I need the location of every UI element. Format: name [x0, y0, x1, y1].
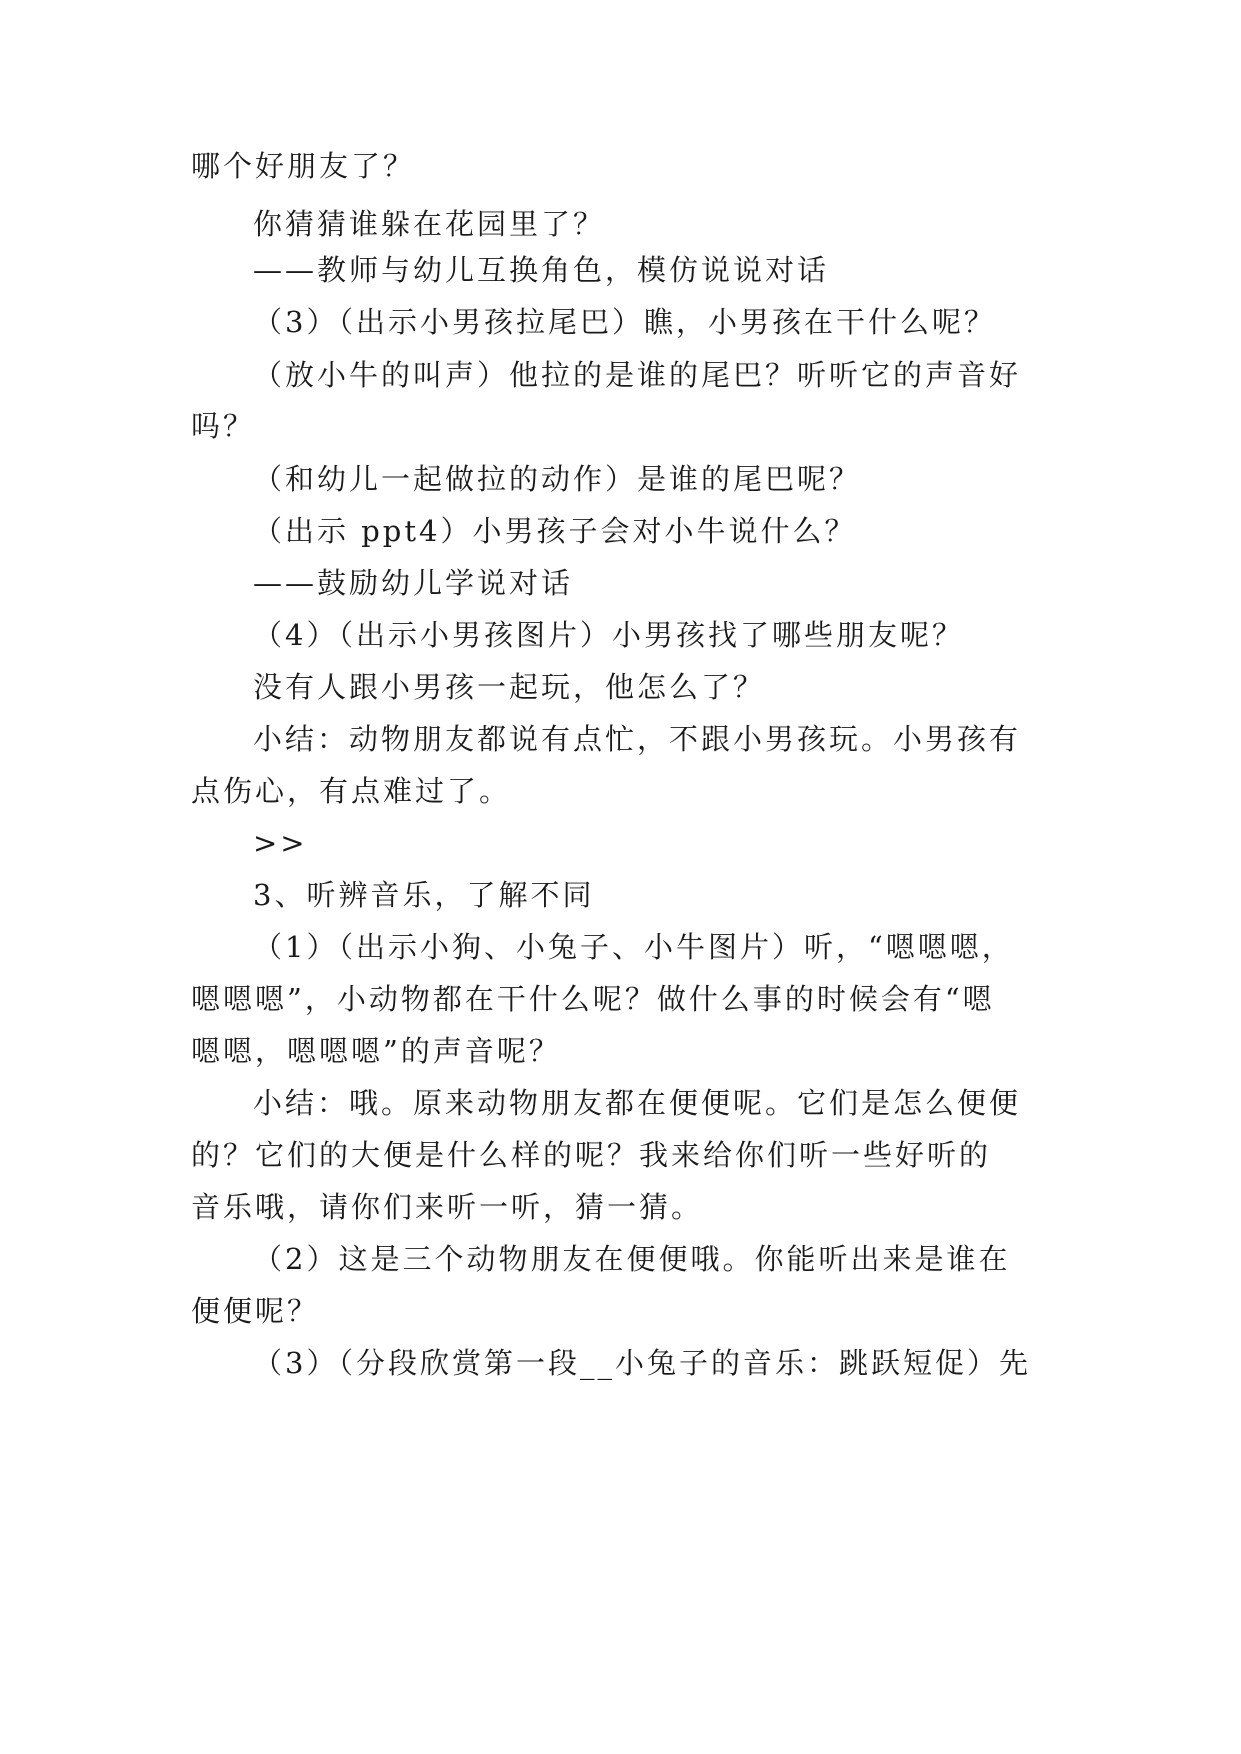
text-line: （放小牛的叫声）他拉的是谁的尾巴？听听它的声音好 — [253, 358, 1022, 392]
text-line: 小结：哦。原来动物朋友都在便便呢。它们是怎么便便 — [253, 1086, 1022, 1120]
text-line: 3、听辨音乐，了解不同 — [253, 878, 595, 912]
text-line: （4）（出示小男孩图片）小男孩找了哪些朋友呢？ — [253, 618, 964, 652]
text-line: 你猜猜谁躲在花园里了？ — [253, 207, 606, 241]
text-line: （3）（出示小男孩拉尾巴）瞧，小男孩在干什么呢？ — [253, 305, 996, 339]
text-line: （2）这是三个动物朋友在便便哦。你能听出来是谁在 — [253, 1242, 1011, 1276]
text-line: 音乐哦，请你们来听一听，猜一猜。 — [191, 1190, 704, 1224]
text-line: （和幼儿一起做拉的动作）是谁的尾巴呢？ — [253, 462, 862, 496]
text-line: 没有人跟小男孩一起玩，他怎么了？ — [253, 670, 766, 704]
text-line: 吗？ — [191, 409, 256, 443]
text-line: 点伤心，有点难过了。 — [191, 774, 512, 808]
text-line: 哪个好朋友了？ — [191, 149, 416, 183]
text-line: （3）（分段欣赏第一段__小兔子的音乐：跳跃短促）先 — [253, 1346, 1031, 1380]
text-line: 小结：动物朋友都说有点忙，不跟小男孩玩。小男孩有 — [253, 722, 1022, 756]
text-line: >> — [253, 826, 308, 860]
text-line: （出示 ppt4）小男孩子会对小牛说什么？ — [253, 514, 857, 548]
text-line: ——鼓励幼儿学说对话 — [253, 566, 574, 600]
text-line: ——教师与幼儿互换角色，模仿说说对话 — [253, 253, 830, 287]
text-line: 便便呢？ — [191, 1294, 320, 1328]
text-line: 嗯嗯嗯”，小动物都在干什么呢？做什么事的时候会有“嗯 — [191, 982, 995, 1016]
text-line: 的？它们的大便是什么样的呢？我来给你们听一些好听的 — [191, 1138, 992, 1172]
text-line: 嗯嗯，嗯嗯嗯”的声音呢？ — [191, 1034, 561, 1068]
text-line: （1）（出示小狗、小兔子、小牛图片）听，“嗯嗯嗯， — [253, 930, 1014, 964]
